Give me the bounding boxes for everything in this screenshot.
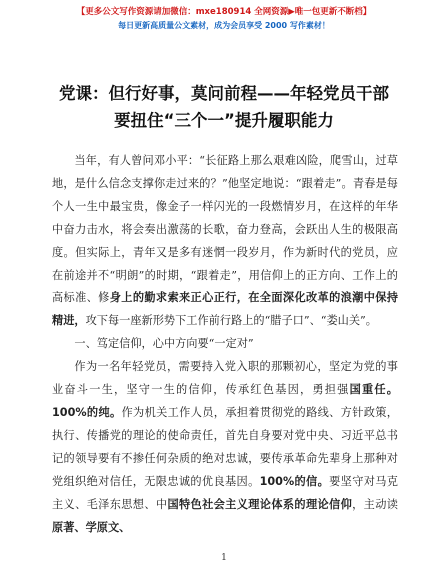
document-title xyxy=(40,80,408,134)
section-bold-2: 100%的信。 xyxy=(259,474,330,488)
promo-banner xyxy=(0,7,448,31)
section-text-4: ，主动读 xyxy=(352,497,398,511)
section-heading: 一、笃定信仰，心中方向要“一定对” xyxy=(74,337,254,351)
intro-text-end: 攻下每一座新形势下工作前行路上的“腊子口”、“娄山关”。 xyxy=(85,314,377,328)
promo-line-2: 每日更新高质量公文素材，成为会员享受 2000 写作素材！ xyxy=(118,21,330,30)
title-line-2: 要扭住“三个一”提升履职能力 xyxy=(114,111,334,130)
section-bold-3: 国特色社会主义理论体系的理论信仰 xyxy=(167,497,353,511)
document-body xyxy=(52,150,398,539)
section-bold-1: 国重任。100%的纯。 xyxy=(52,383,398,419)
section-text-2: 作为机关工作人员，承担着贯彻党的路线、方针政策，执行、传播党的理论的使命责任，首先自身要对党中央、习近平总书记的领导要有不掺任何杂质的绝对忠诚，要传承革命先辈身上那种对党组织绝对信任，无限忠诚的优良基因。 xyxy=(52,405,398,488)
promo-line-1: 【更多公文写作资源请加微信：mxe180914 全网资源▶唯一包更新不断档】 xyxy=(76,7,372,17)
section-text-3: 要坚守对马克主义、毛泽东思想、中 xyxy=(52,474,398,511)
intro-text: 当年，有人曾问邓小平：“长征路上那么艰难凶险，爬雪山，过草地，是什么信念支撑你走过来的？”他坚定地说：“跟着走”。青春是每个人一生中最宝贵，像金子一样闪光的一段燃情岁月，在这样的年华中奋力击水，将会奏出激荡的长歌，奋力登高，会跃出人生的极限高度。但实际上，青年又是多有迷惘一段岁月，作为新时代的党员，应在前途并不“明朗”的时期，“跟着走”，用信仰上的正方向、工作上的高标准、修 xyxy=(52,154,398,305)
page-number: 1 xyxy=(221,553,227,563)
section-paragraph xyxy=(52,356,398,539)
intro-bold-text: 身上的勤求索来正心正行，在全面深化改革的浪潮中保持精进， xyxy=(52,291,398,328)
section-text-1: 作为一名年轻党员，需要持入党入职的那颗初心，坚定为党的事业奋斗一生，坚守一生的信仰，传承红色基因，勇担强 xyxy=(52,360,398,397)
intro-paragraph xyxy=(52,150,398,333)
title-line-1: 党课：但行好事，莫问前程——年轻党员干部 xyxy=(59,84,389,103)
section-bold-4: 原著、学原文、 xyxy=(52,520,131,534)
